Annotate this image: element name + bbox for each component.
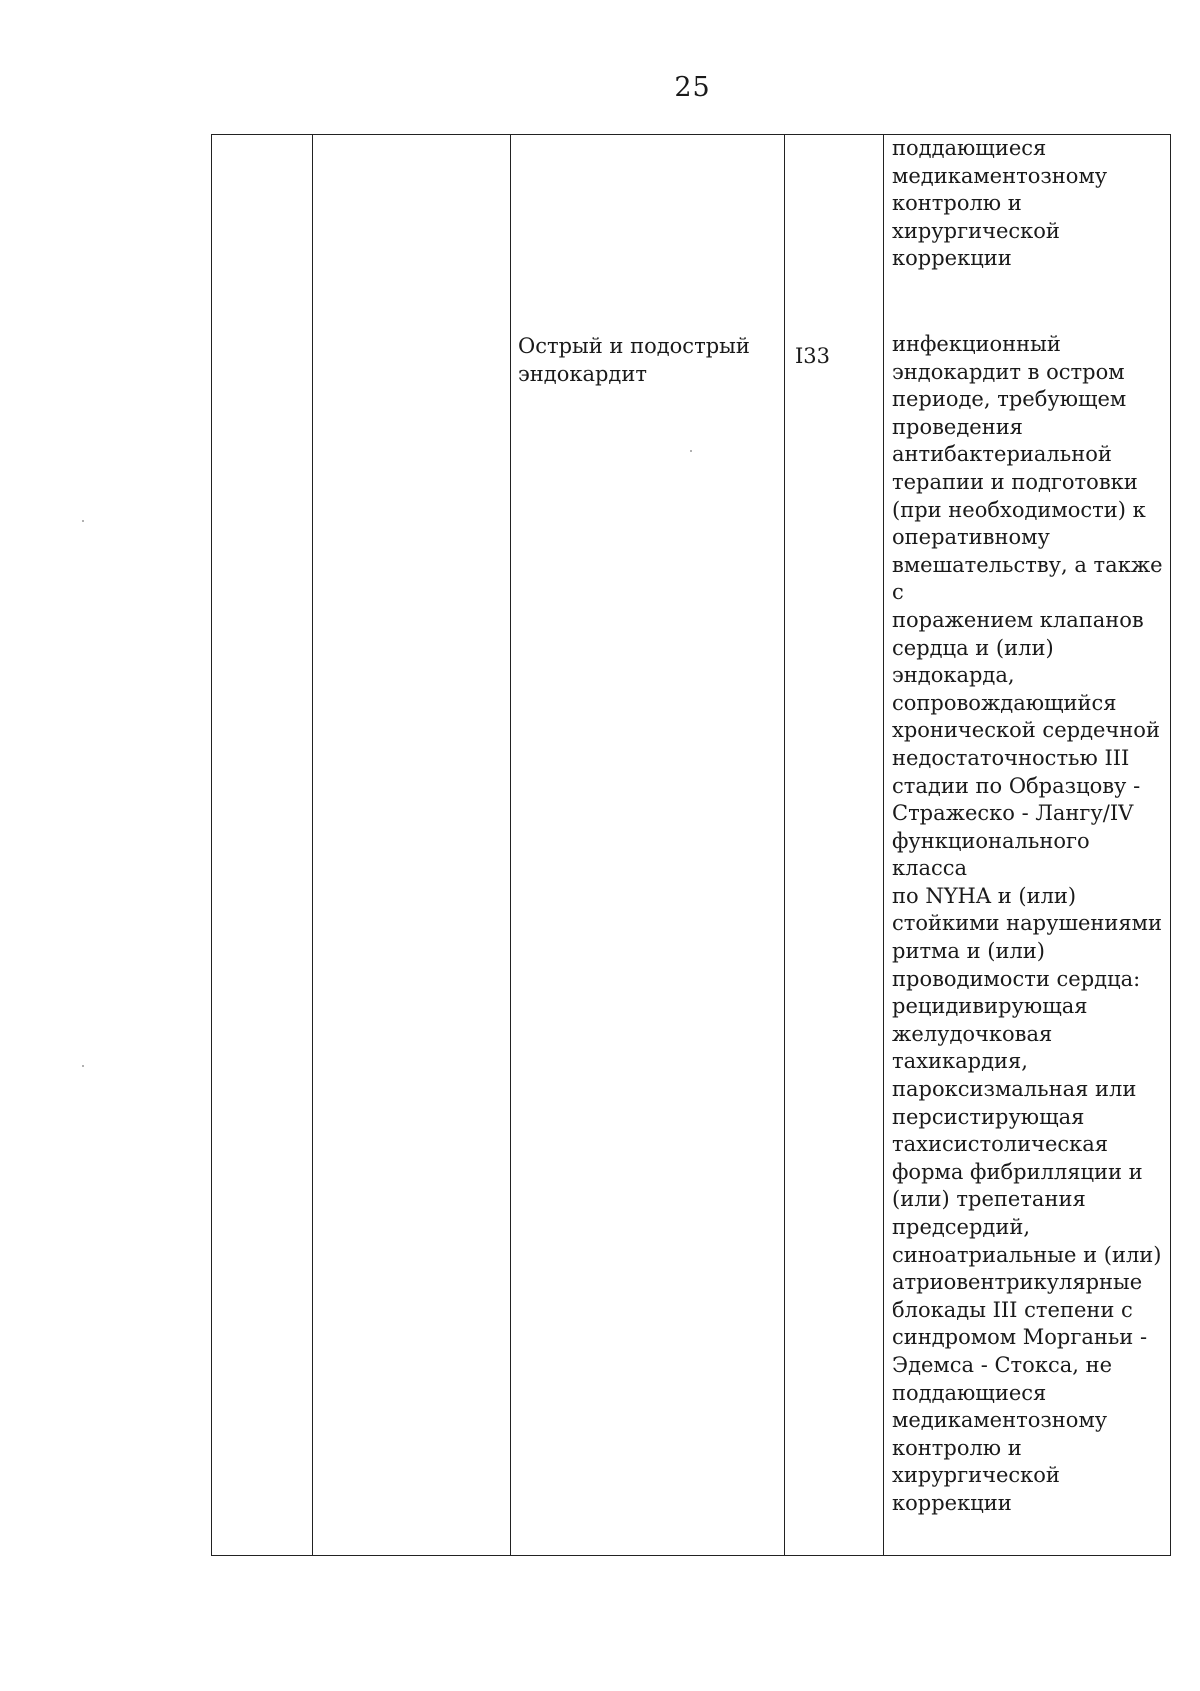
- column-divider: [312, 135, 313, 1555]
- icd-code-cell: I33: [795, 344, 831, 368]
- diagnosis-table: [211, 134, 1171, 1556]
- column-divider: [784, 135, 785, 1555]
- column-divider: [883, 135, 884, 1555]
- disease-name-cell: Острый и подострый эндокардит: [518, 334, 750, 386]
- page-number: 25: [674, 72, 711, 103]
- condition-description-cell: инфекционный эндокардит в остром периоде, требующем проведения антибактериальной терапии и подготовки (при необходимости) к оперативному вмешательству, а также с поражением клапанов сердца и (или) эндокарда, сопровождающийся хронической сердечной недостаточностью III стадии по Образцову - Стражеско - Лангу/IV функционального класса по NYHA и (или) стойкими нарушениями ритма и (или) проводимости сердца: рецидивирующая желудочковая тахикардия, пароксизмальная или персистирующая тахисистолическая форма фибрилляции и (или) трепетания предсердий, синоатриальные и (или) атриовентрикулярные блокады III степени с синдромом Морганьи - Эдемса - Стокса, не поддающиеся медикаментозному контролю и хирургической коррекции: [892, 332, 1163, 1515]
- scan-speck: [82, 520, 84, 522]
- column-divider: [510, 135, 511, 1555]
- continued-condition-text: поддающиеся медикаментозному контролю и хирургической коррекции: [892, 136, 1108, 271]
- scan-speck: [690, 450, 692, 452]
- scan-speck: [82, 1065, 84, 1067]
